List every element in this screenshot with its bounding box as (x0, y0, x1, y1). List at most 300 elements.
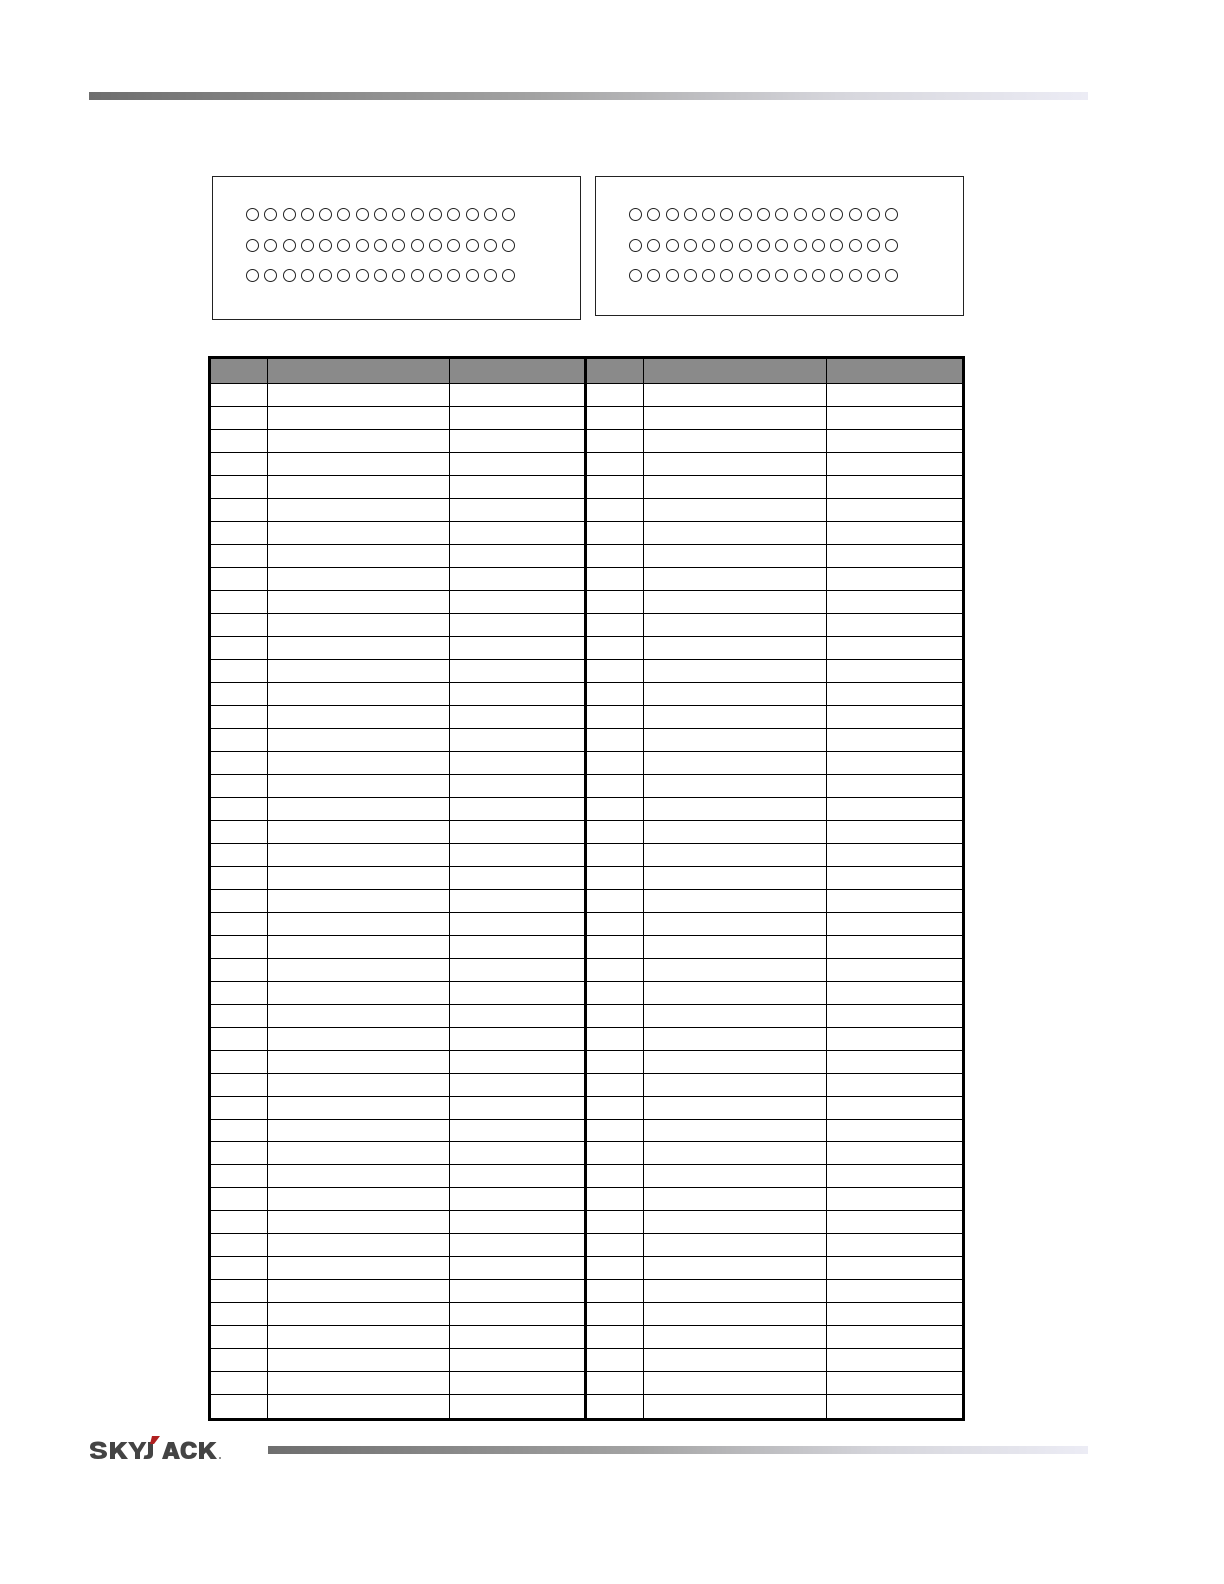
table-cell (450, 1004, 586, 1027)
pin-row (629, 239, 898, 252)
table-cell (268, 1004, 450, 1027)
table-cell (827, 866, 964, 889)
table-row (210, 1326, 964, 1349)
connector-diagram-right (595, 176, 964, 316)
table-cell (450, 1372, 586, 1395)
table-cell (644, 544, 827, 567)
pin-circle (411, 269, 424, 282)
table-row (210, 1073, 964, 1096)
pin-circle (720, 208, 733, 221)
table-cell (450, 613, 586, 636)
table-cell (827, 1096, 964, 1119)
table-cell (210, 613, 268, 636)
table-cell (586, 429, 644, 452)
table-cell (827, 521, 964, 544)
wiring-table (208, 356, 965, 1421)
table-cell (268, 912, 450, 935)
table-cell (450, 728, 586, 751)
table-cell (268, 1188, 450, 1211)
table-cell (450, 889, 586, 912)
table-cell (644, 1280, 827, 1303)
table-cell (450, 498, 586, 521)
table-row (210, 1395, 964, 1420)
pin-circle (830, 269, 843, 282)
table-cell (210, 475, 268, 498)
table-cell (450, 866, 586, 889)
table-cell (268, 613, 450, 636)
table-cell (210, 636, 268, 659)
table-cell (210, 1004, 268, 1027)
table-cell (268, 384, 450, 407)
table-cell (210, 567, 268, 590)
pin-circle (392, 269, 405, 282)
table-cell (644, 935, 827, 958)
pin-circle (484, 269, 497, 282)
pin-circle (374, 269, 387, 282)
table-cell (586, 889, 644, 912)
table-cell (210, 935, 268, 958)
header-cell (586, 358, 644, 384)
table-cell (268, 728, 450, 751)
table-cell (450, 544, 586, 567)
table-cell (268, 567, 450, 590)
table-row (210, 705, 964, 728)
pin-circle (867, 269, 880, 282)
table-cell (210, 1027, 268, 1050)
table-cell (644, 567, 827, 590)
pin-circle (466, 239, 479, 252)
table-cell (586, 1119, 644, 1142)
table-cell (210, 1096, 268, 1119)
table-cell (268, 498, 450, 521)
table-cell (827, 659, 964, 682)
table-cell (586, 1257, 644, 1280)
pin-circle (849, 239, 862, 252)
table-cell (586, 751, 644, 774)
table-cell (268, 1257, 450, 1280)
table-cell (268, 935, 450, 958)
table-cell (644, 406, 827, 429)
pin-circle (319, 269, 332, 282)
table-cell (827, 1027, 964, 1050)
table-cell (644, 843, 827, 866)
table-cell (586, 866, 644, 889)
table-cell (210, 384, 268, 407)
table-cell (268, 774, 450, 797)
pin-circle (301, 239, 314, 252)
table-cell (827, 429, 964, 452)
table-row (210, 682, 964, 705)
table-cell (210, 1211, 268, 1234)
table-cell (268, 636, 450, 659)
table-cell (644, 429, 827, 452)
table-row (210, 406, 964, 429)
pin-circle (666, 239, 679, 252)
connector-diagram-left (212, 176, 581, 320)
table-row (210, 889, 964, 912)
table-cell (644, 1096, 827, 1119)
table-cell (210, 820, 268, 843)
table-cell (644, 751, 827, 774)
table-cell (450, 1234, 586, 1257)
pin-circle (629, 239, 642, 252)
table-cell (450, 406, 586, 429)
table-cell (210, 774, 268, 797)
table-cell (210, 521, 268, 544)
table-row (210, 544, 964, 567)
table-cell (827, 682, 964, 705)
table-cell (268, 981, 450, 1004)
table-cell (586, 1050, 644, 1073)
table-row (210, 1280, 964, 1303)
pin-circle (739, 208, 752, 221)
table-cell (586, 1349, 644, 1372)
table-cell (210, 1303, 268, 1326)
table-cell (450, 1073, 586, 1096)
table-cell (644, 1073, 827, 1096)
table-row (210, 1165, 964, 1188)
table-cell (450, 1142, 586, 1165)
pin-circle (484, 208, 497, 221)
table-cell (644, 1372, 827, 1395)
table-cell (450, 1257, 586, 1280)
table-row (210, 613, 964, 636)
table-cell (210, 1188, 268, 1211)
table-cell (644, 613, 827, 636)
pin-circle (447, 269, 460, 282)
table-cell (586, 1165, 644, 1188)
table-cell (644, 659, 827, 682)
pin-circle (502, 269, 515, 282)
table-cell (210, 1165, 268, 1188)
table-cell (827, 636, 964, 659)
table-cell (450, 912, 586, 935)
table-cell (586, 1326, 644, 1349)
table-cell (450, 1119, 586, 1142)
table-cell (644, 1326, 827, 1349)
table-cell (644, 1142, 827, 1165)
pin-circle (246, 208, 259, 221)
table-row (210, 958, 964, 981)
table-cell (450, 820, 586, 843)
table-cell (586, 728, 644, 751)
table-row (210, 384, 964, 407)
table-cell (450, 567, 586, 590)
pin-circle (757, 239, 770, 252)
header-cell (268, 358, 450, 384)
table-cell (268, 1165, 450, 1188)
header-cell (210, 358, 268, 384)
table-cell (586, 567, 644, 590)
table-cell (450, 958, 586, 981)
table-row (210, 935, 964, 958)
header-cell (827, 358, 964, 384)
table-cell (586, 384, 644, 407)
table-cell (210, 682, 268, 705)
table-cell (586, 498, 644, 521)
pin-circle (739, 239, 752, 252)
table-cell (827, 912, 964, 935)
pin-circle (319, 239, 332, 252)
pin-circle (429, 208, 442, 221)
table-cell (450, 429, 586, 452)
table-cell (210, 958, 268, 981)
table-cell (827, 1234, 964, 1257)
table-cell (268, 682, 450, 705)
table-cell (644, 1119, 827, 1142)
table-cell (210, 659, 268, 682)
table-cell (268, 958, 450, 981)
table-cell (210, 728, 268, 751)
pin-circle (812, 208, 825, 221)
pin-circle (867, 208, 880, 221)
pin-circle (246, 239, 259, 252)
table-row (210, 1027, 964, 1050)
table-row (210, 820, 964, 843)
table-cell (586, 843, 644, 866)
table-cell (268, 659, 450, 682)
table-cell (210, 452, 268, 475)
table-cell (827, 958, 964, 981)
pin-circle (374, 208, 387, 221)
table-row (210, 1004, 964, 1027)
table-cell (644, 1211, 827, 1234)
pin-circle (775, 239, 788, 252)
pin-circle (466, 269, 479, 282)
pin-circle (447, 208, 460, 221)
pin-circle (264, 269, 277, 282)
table-cell (210, 406, 268, 429)
table-cell (268, 1027, 450, 1050)
table-cell (644, 498, 827, 521)
table-cell (210, 1326, 268, 1349)
table-row (210, 728, 964, 751)
table-row (210, 1303, 964, 1326)
table-cell (827, 820, 964, 843)
table-cell (644, 1395, 827, 1420)
table-cell (827, 567, 964, 590)
table-row (210, 774, 964, 797)
table-cell (268, 429, 450, 452)
table-cell (450, 935, 586, 958)
table-row (210, 429, 964, 452)
pin-circle (283, 208, 296, 221)
table-cell (268, 544, 450, 567)
pin-circle (264, 208, 277, 221)
table-row (210, 452, 964, 475)
table-cell (644, 1349, 827, 1372)
pin-circle (301, 269, 314, 282)
table-row (210, 1372, 964, 1395)
table-cell (827, 1073, 964, 1096)
pin-circle (830, 208, 843, 221)
table-row (210, 1188, 964, 1211)
table-row (210, 521, 964, 544)
table-cell (827, 1257, 964, 1280)
table-cell (268, 452, 450, 475)
table-row (210, 567, 964, 590)
pin-circle (794, 239, 807, 252)
pin-circle (849, 208, 862, 221)
table-cell (450, 774, 586, 797)
table-cell (450, 682, 586, 705)
pin-circle (702, 269, 715, 282)
table-cell (586, 475, 644, 498)
table-cell (644, 889, 827, 912)
pin-circle (666, 269, 679, 282)
table-cell (450, 1188, 586, 1211)
table-cell (827, 613, 964, 636)
table-cell (450, 797, 586, 820)
table-cell (450, 1050, 586, 1073)
table-cell (210, 544, 268, 567)
table-cell (586, 636, 644, 659)
pin-circle (794, 269, 807, 282)
table-cell (827, 544, 964, 567)
table-row (210, 866, 964, 889)
table-row (210, 912, 964, 935)
table-row (210, 1349, 964, 1372)
pin-circle (484, 239, 497, 252)
table-cell (586, 820, 644, 843)
table-cell (268, 843, 450, 866)
pin-circle (429, 269, 442, 282)
table-cell (586, 1096, 644, 1119)
table-cell (210, 981, 268, 1004)
table-cell (268, 1050, 450, 1073)
table-cell (827, 384, 964, 407)
table-cell (827, 1004, 964, 1027)
pin-circle (647, 269, 660, 282)
table-cell (586, 1280, 644, 1303)
table-cell (268, 1372, 450, 1395)
pin-circle (775, 208, 788, 221)
pin-row (246, 239, 515, 252)
table-cell (210, 866, 268, 889)
pin-circle (374, 239, 387, 252)
table-row (210, 1257, 964, 1280)
pin-circle (429, 239, 442, 252)
table-cell (827, 1372, 964, 1395)
table-cell (644, 1165, 827, 1188)
table-cell (210, 912, 268, 935)
table-cell (586, 1188, 644, 1211)
table-cell (268, 1142, 450, 1165)
table-cell (268, 521, 450, 544)
pin-circle (337, 269, 350, 282)
table-cell (586, 659, 644, 682)
pin-circle (301, 208, 314, 221)
table-cell (644, 705, 827, 728)
table-row (210, 475, 964, 498)
pin-circle (702, 239, 715, 252)
table-cell (210, 705, 268, 728)
pin-circle (867, 239, 880, 252)
pin-circle (702, 208, 715, 221)
table-cell (827, 475, 964, 498)
table-cell (210, 751, 268, 774)
table-cell (827, 1280, 964, 1303)
table-row (210, 843, 964, 866)
table-cell (827, 705, 964, 728)
table-cell (210, 429, 268, 452)
pin-circle (757, 269, 770, 282)
table-cell (644, 1050, 827, 1073)
pin-circle (502, 208, 515, 221)
table-cell (586, 521, 644, 544)
table-cell (586, 958, 644, 981)
skyjack-logo (88, 1434, 263, 1464)
table-cell (268, 866, 450, 889)
table-cell (450, 452, 586, 475)
table-cell (450, 1096, 586, 1119)
table-cell (586, 1234, 644, 1257)
pin-circle (666, 208, 679, 221)
table-cell (268, 475, 450, 498)
table-cell (268, 1303, 450, 1326)
table-cell (210, 1280, 268, 1303)
table-cell (450, 590, 586, 613)
table-cell (827, 1211, 964, 1234)
pin-circle (830, 239, 843, 252)
pin-circle (720, 269, 733, 282)
table-cell (827, 590, 964, 613)
table-cell (268, 1096, 450, 1119)
table-cell (586, 544, 644, 567)
table-cell (450, 705, 586, 728)
table-cell (827, 452, 964, 475)
table-cell (586, 1395, 644, 1420)
table-cell (210, 1257, 268, 1280)
pin-circle (283, 239, 296, 252)
pin-circle (466, 208, 479, 221)
pin-circle (720, 239, 733, 252)
table-row (210, 498, 964, 521)
pin-circle (775, 269, 788, 282)
pin-circle (794, 208, 807, 221)
table-cell (450, 521, 586, 544)
pin-circle (684, 208, 697, 221)
table-cell (268, 1326, 450, 1349)
table-cell (644, 1303, 827, 1326)
pin-circle (246, 269, 259, 282)
table-cell (450, 384, 586, 407)
pin-circle (356, 269, 369, 282)
table-cell (586, 705, 644, 728)
table-cell (644, 958, 827, 981)
pin-circle (283, 269, 296, 282)
table-cell (586, 797, 644, 820)
table-cell (268, 1073, 450, 1096)
table-cell (450, 1027, 586, 1050)
table-row (210, 659, 964, 682)
table-cell (268, 590, 450, 613)
table-cell (586, 1303, 644, 1326)
table-cell (644, 1257, 827, 1280)
table-cell (644, 521, 827, 544)
table-cell (644, 1188, 827, 1211)
table-cell (644, 981, 827, 1004)
pin-circle (629, 208, 642, 221)
table-cell (268, 820, 450, 843)
table-cell (827, 797, 964, 820)
table-cell (644, 728, 827, 751)
table-cell (450, 1165, 586, 1188)
pin-circle (647, 208, 660, 221)
header-cell (450, 358, 586, 384)
pin-circle (849, 269, 862, 282)
table-cell (644, 1027, 827, 1050)
